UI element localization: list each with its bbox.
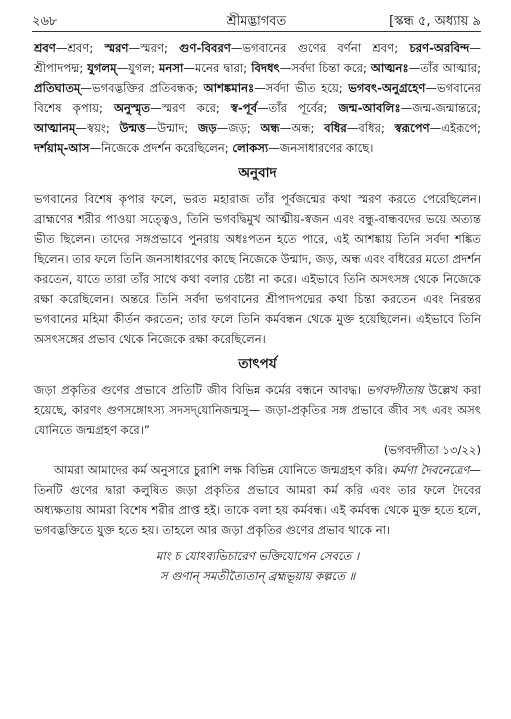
purport-source: (ভগবদ্গীতা ১৩/২২) xyxy=(383,443,481,457)
purport-paragraph-2 xyxy=(34,460,481,540)
synonym-meaning: —ভগবানের বিশেষ কৃপায়; xyxy=(34,81,481,115)
synonym-meaning: —ভগবদ্ভক্তির প্রতিবন্ধক; xyxy=(80,81,204,95)
purport-p2-text-a: আমরা আমাদের কর্ম অনুসারে চুরাশি লক্ষ বিভিন্ন যোনিতে জন্মগ্রহণ করি। xyxy=(54,463,392,477)
page-header xyxy=(32,10,481,32)
synonym-meaning: —যুগল; xyxy=(116,61,159,75)
synonym-term: অনুস্মৃত xyxy=(113,101,151,115)
synonym-term: দর্শয়াম্-আস xyxy=(34,141,90,155)
synonym-term: চরণ-অরবিন্দ xyxy=(409,41,470,55)
synonym-term: আত্মানম্ xyxy=(34,121,76,135)
synonym-meaning: —শ্রীপাদপদ্ম; xyxy=(34,41,481,75)
book-title: শ্রীমদ্ভাগবত xyxy=(226,14,287,29)
verse-quote xyxy=(34,546,481,586)
synonym-term: স্ব-পূর্ব xyxy=(230,101,258,115)
purport-p1-italic: ভগবদ্গীতায় xyxy=(366,383,424,397)
synonym-term: মনসা xyxy=(158,61,184,75)
page-number: ২৬৮ xyxy=(32,14,58,29)
purport-paragraph-1 xyxy=(34,380,481,440)
synonym-meaning: —তাঁর পূর্বের; xyxy=(257,101,339,115)
synonym-term: আশঙ্কমানঃ xyxy=(203,81,255,95)
verse-line-2: স গুণান্ সমতীত্যৈতান্ ব্রহ্মভূয়ায় কল্পতে ॥ xyxy=(159,569,356,583)
synonym-meaning: —স্মরণ; xyxy=(128,41,180,55)
purport-p1-text-a: জড়া প্রকৃতির গুণের প্রভাবে প্রতিটি জীব বিভিন্ন কর্মের বন্ধনে আবদ্ধ। xyxy=(34,383,367,397)
synonym-term: অন্ধ xyxy=(260,121,280,135)
synonym-meaning: —শ্রবণ; xyxy=(55,41,105,55)
synonym-meaning: —জনসাধারণের কাছে। xyxy=(268,141,374,155)
synonym-term: স্মরণ xyxy=(104,41,129,55)
synonym-meaning: —মনের দ্বারা; xyxy=(183,61,252,75)
synonym-term: উন্মত্ত xyxy=(119,121,146,135)
synonym-meaning: —সর্বদা চিন্তা করে; xyxy=(279,61,371,75)
purport-p2-text-b: —তিনটি গুণের দ্বারা কলুষিত জড়া প্রকৃতির প্রভাবে আমরা কর্ম করি এবং তার ফলে দৈবের অধ্যক্ষতায় আমরা বিশেষ শরীর প্রাপ্ত হই। তাকে বলা হয় কর্মবন্ধ। এই কর্মবন্ধ থেকে মুক্ত হতে হলে, ভগবদ্ভক্তিতে যুক্ত হতে হয়। তাহলে আর জড়া প্রকৃতির গুণের প্রভাব থাকে না। xyxy=(34,463,481,537)
synonym-meaning: —জন্ম-জন্মান্তরে; xyxy=(400,101,481,115)
synonym-term: লোকস্য xyxy=(232,141,269,155)
synonym-meaning: —তাঁর আত্মার; xyxy=(408,61,481,75)
synonym-term: জন্ম-আবলিঃ xyxy=(338,101,401,115)
synonym-term: শ্রবণ xyxy=(34,41,56,55)
synonym-meaning: —স্মরণ করে; xyxy=(150,101,231,115)
synonym-meaning: —উন্মাদ; xyxy=(145,121,199,135)
purport-p1-text-b: উল্লেখ করা হয়েছে, কারণং গুণসঙ্গোঽস্য সদসদ্‌যোনিজন্মসু— জড়া-প্রকৃতির সঙ্গ প্রভাবে জীব সৎ এবং অসৎ যোনিতে জন্মগ্রহণ করে।” xyxy=(34,383,481,437)
synonym-meaning: —নিজেকে প্রদর্শন করেছিলেন; xyxy=(89,141,233,155)
synonym-meaning: —এইরূপে; xyxy=(429,121,481,135)
synonym-term: বিদধৎ xyxy=(251,61,280,75)
translation-heading: অনুবাদ xyxy=(238,165,277,181)
synonym-meaning: —ভগবানের গুণের বর্ণনা শ্রবণ; xyxy=(230,41,410,55)
translation-paragraph: ভগবানের বিশেষ কৃপার ফলে, ভরত মহারাজ তাঁর পূর্বজন্মের কথা স্মরণ করতে পেরেছিলেন। ব্রাহ্মণের শরীর পাওয়া সত্ত্বেও, তিনি ভগবদ্বিমুখ আত্মীয়-স্বজন এবং বন্ধু-বান্ধবদের ভয়ে অত্যন্ত ভীত ছিলেন। তাদের সঙ্গপ্রভাবে পুনরায় অধঃপতন হতে পারে, এই আশঙ্কায় তিনি সর্বদা শঙ্কিত ছিলেন। তার ফলে তিনি জনসাধারণের কাছে নিজেকে উন্মাদ, জড়, অন্ধ এবং বধিরের মতো প্রদর্শন করতেন, যাতে তারা তাঁর সাথে কথা বলার চেষ্টা না করে। এইভাবে তিনি অসৎসঙ্গ থেকে নিজেকে রক্ষা করেছিলেন। অন্তরে তিনি সর্বদা ভগবানের শ্রীপাদপদ্মের কথা চিন্তা করতেন এবং নিরন্তর ভগবানের মহিমা কীর্তন করতেন; তার ফলে তিনি কর্মবন্ধন থেকে মুক্ত হয়েছিলেন। এইভাবে তিনি অসৎসঙ্গের প্রভাব থেকে নিজেকে রক্ষা করেছিলেন। xyxy=(34,192,481,346)
synonym-meaning: —বধির; xyxy=(346,121,395,135)
synonym-term: ভগবৎ-অনুগ্রহেণ xyxy=(348,81,426,95)
synonym-term: প্রতিঘাতম্ xyxy=(34,81,81,95)
synonym-meaning: —সর্বদা ভীত হয়ে; xyxy=(254,81,349,95)
synonym-term: জড় xyxy=(198,121,217,135)
synonym-term: যুগলম্ xyxy=(87,61,117,75)
synonym-term: গুণ-বিবরণ xyxy=(179,41,231,55)
synonym-meaning: —অন্ধ; xyxy=(279,121,325,135)
purport-p2-italic: কর্মণা দৈবনেত্রেণ xyxy=(391,463,470,477)
synonym-meaning: —জড়; xyxy=(216,121,261,135)
synonym-term: স্বরূপেণ xyxy=(394,121,430,135)
page-body xyxy=(34,38,481,586)
purport-heading: তাৎপর্য xyxy=(238,356,277,372)
synonym-term: আত্মনঃ xyxy=(370,61,409,75)
synonym-term: বধির xyxy=(324,121,347,135)
header-rule xyxy=(32,31,481,32)
chapter-reference: [স্কন্ধ ৫, অধ্যায় ৯ xyxy=(389,14,481,29)
verse-line-1: মাং চ যোঽব্যভিচারেণ ভক্তিযোগেন সেবতে । xyxy=(155,549,360,563)
synonyms-paragraph xyxy=(34,38,481,158)
synonym-meaning: —স্বয়ং; xyxy=(75,121,120,135)
